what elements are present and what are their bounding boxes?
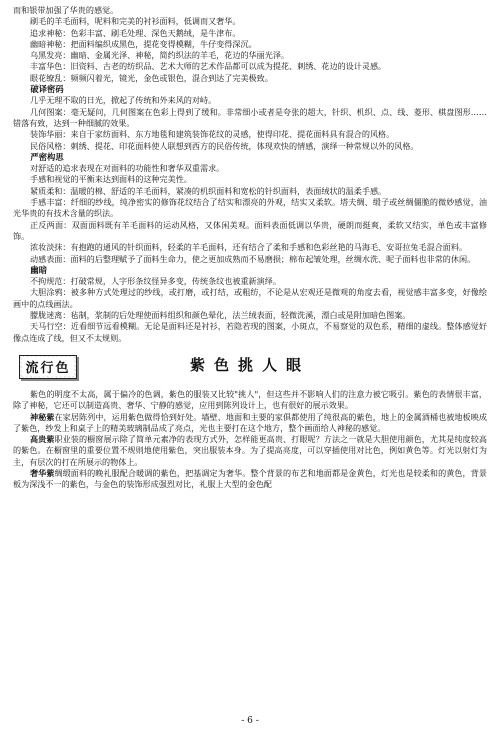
body-line: 乌黑发亮：幽暗、金属光泽、神秘，简约织法的羊毛，花边的华丽光泽。: [30, 50, 290, 61]
body-paragraph: 不拘规范：打破常规，人字形条纹怪异多变，传统条纹也被重新演绎。: [30, 276, 281, 287]
body-paragraph: 几乎无理不取的日光，掀起了传统和外来风的对峙。: [30, 95, 217, 106]
subsection-heading: 严密构思: [30, 151, 64, 162]
page-number: - 6 -: [241, 716, 259, 726]
body-paragraph: 正反两面：双面面料既有羊毛面料的运动风格，又体闲美观。面料表面低调以华贵，硬朗而挺爽，柔软又结实，单色或丰富修饰。: [13, 219, 487, 241]
body-paragraph: 浓妆淡抹：有抱跑的通风的针织面料，轻柔的羊毛面料，还有结合了柔和手感和色彩丝艳的马海毛、安哥拉兔毛混合面料。: [30, 242, 468, 253]
body-paragraph: 动感表面：面料的后整理赋予了面料生命力，使之更加成熟而不易磨损；棉布起皱处理，丝绸水洗、呢子面料也非常的休闲。: [30, 253, 476, 264]
body-line: 丰富华色：旧资料、古老的纺织品、艺术大师的艺术作品都可以成为提花、刺绣、花边的设计灵感。: [30, 61, 387, 72]
body-line: 而和银带加强了华贵的感觉。: [13, 5, 119, 15]
paragraph-text: 在家居陈列中，运用紫色做得恰到好处。墙壁、地面和主要的家俱都使用了纯很高的紫色，地上的金属酒桶也被地板映成了紫色，纱发上和桌子上的精美玻璃制品成了亮点，光也主要打在这个地方，整个画面给人神秘的感觉。: [13, 411, 487, 433]
body-paragraph: 手感和视觉的平衡来达到面料的这种完美性。: [30, 174, 192, 185]
body-paragraph: [13, 412, 487, 435]
paragraph-text: 绸缎面料的晚礼服配合暖调的紫色，把基调定为奢华。整个背景的布艺和地面都是金黄色，灯光也是较柔和的黄色，背景板为深浅不一的紫色，与金色的装饰形成强烈对比，礼服上大型的金色配: [13, 467, 487, 490]
body-paragraph: [13, 434, 487, 468]
body-line: 眼花缭乱：频频闪着光，镜光，金色或银色，混合到达了完美极致。: [30, 72, 273, 83]
body-paragraph: 紧质柔和：温暖的棉、舒适的羊毛面料，紧凑的机织面料和宽松的针织面料，表面绒状的温柔手感。: [30, 185, 387, 196]
body-paragraph: 民俗风格：刺绣、提花、印花面料使人联想到西方的民俗传统，体现欢快的情感，演绎一种常规以外的风格。: [30, 140, 419, 151]
section-title: 紫色挑人眼: [189, 355, 310, 374]
body-paragraph: 朦胧迷离：毡制，浆制的后处理使面料组织和颜色晕化，法兰绒表面，轻微洗溪，漂白或是附加暗色图案。: [30, 310, 411, 321]
body-paragraph: 装饰华丽：来自于家纺面料、东方地毯和建筑装饰花纹的灵感，使得印花、提花面料具有混合的风格。: [30, 129, 395, 140]
section-header: [13, 352, 487, 384]
body-line: 幽暗神秘：把面料编织成黑色，提花变得模糊，牛仔变得深沉。: [30, 38, 257, 49]
subsection-heading: 幽暗: [30, 264, 48, 275]
paragraph-keyword: 高贵紫: [30, 434, 55, 445]
subsection-heading: 破译密码: [30, 84, 64, 95]
section-tag-label: 流行色: [22, 357, 73, 376]
paragraph-text: 职业装的橱窗展示除了简单元素净的表现方式外，怎样能更高贵、打眼呢？方法之一就是大胆使用颜色，尤其是纯度较高的紫色。在橱窗里的重要位置不规则地使用紫色，突出服装本身。为了提高亮度，可以穿插使用对比色，例如黄色等。灯光以射灯为主，有层次的打在所展示的物体上。: [13, 434, 487, 467]
body-line: 刷毛的羊毛面料，呢料和完美的衬衫面料，低调而又奢华。: [30, 16, 241, 27]
body-paragraph: 大胆涂鸦：被多种方式处理过的纱线，或打磨，或打结，或粗纺，不论是从宏观还是微观的角度去看，视觉感丰富多变，好像绘画中的点线画法。: [13, 287, 487, 309]
body-paragraph: [13, 468, 487, 491]
body-paragraph: 天马行空：近看细节远看模糊。无论是面料还是衬衫，若隐若现的图案，小斑点，不易察觉的双色系，精细的虚线。整体感觉好像点连成了线，但又不太规则。: [13, 321, 487, 343]
body-paragraph: 手感丰富：纤细的纱线，纯净密实的修饰花纹结合了结实和漂亮的外观，结实又柔软。塔夫绸、缎子或丝绸僵脆的微妙感觉，油光华贵的有技术含量的织法。: [13, 197, 487, 219]
body-paragraph: 几何图案：毫无疑问，几何图案在色彩上得到了缓和。非常细小或者是夸张的超大，针织、机织、点、线、菱形、棋盘图形……错落有致，达到一种细腻的效果。: [13, 106, 487, 128]
body-paragraph: 紫色的明度不太高，属于偏冷的色调，紫色的服装又比较"挑人"，但这些并不影响人们的注意力被它吸引。紫色的表情很丰富，除了神秘，它还可以制造高贵、奢华、宁静的感觉，应用到陈列设计上，也有很好的展示效果。: [13, 388, 487, 411]
body-paragraph: 对舒适的追求表现在对面料的功能性和奢华双重需求。: [30, 163, 225, 174]
paragraph-keyword: 奢华紫: [30, 467, 55, 478]
body-line: 追求神秘：色彩丰富、刷毛处理、深色天鹅绒，是牛津布。: [30, 27, 241, 38]
paragraph-keyword: 神秘紫: [30, 411, 55, 422]
